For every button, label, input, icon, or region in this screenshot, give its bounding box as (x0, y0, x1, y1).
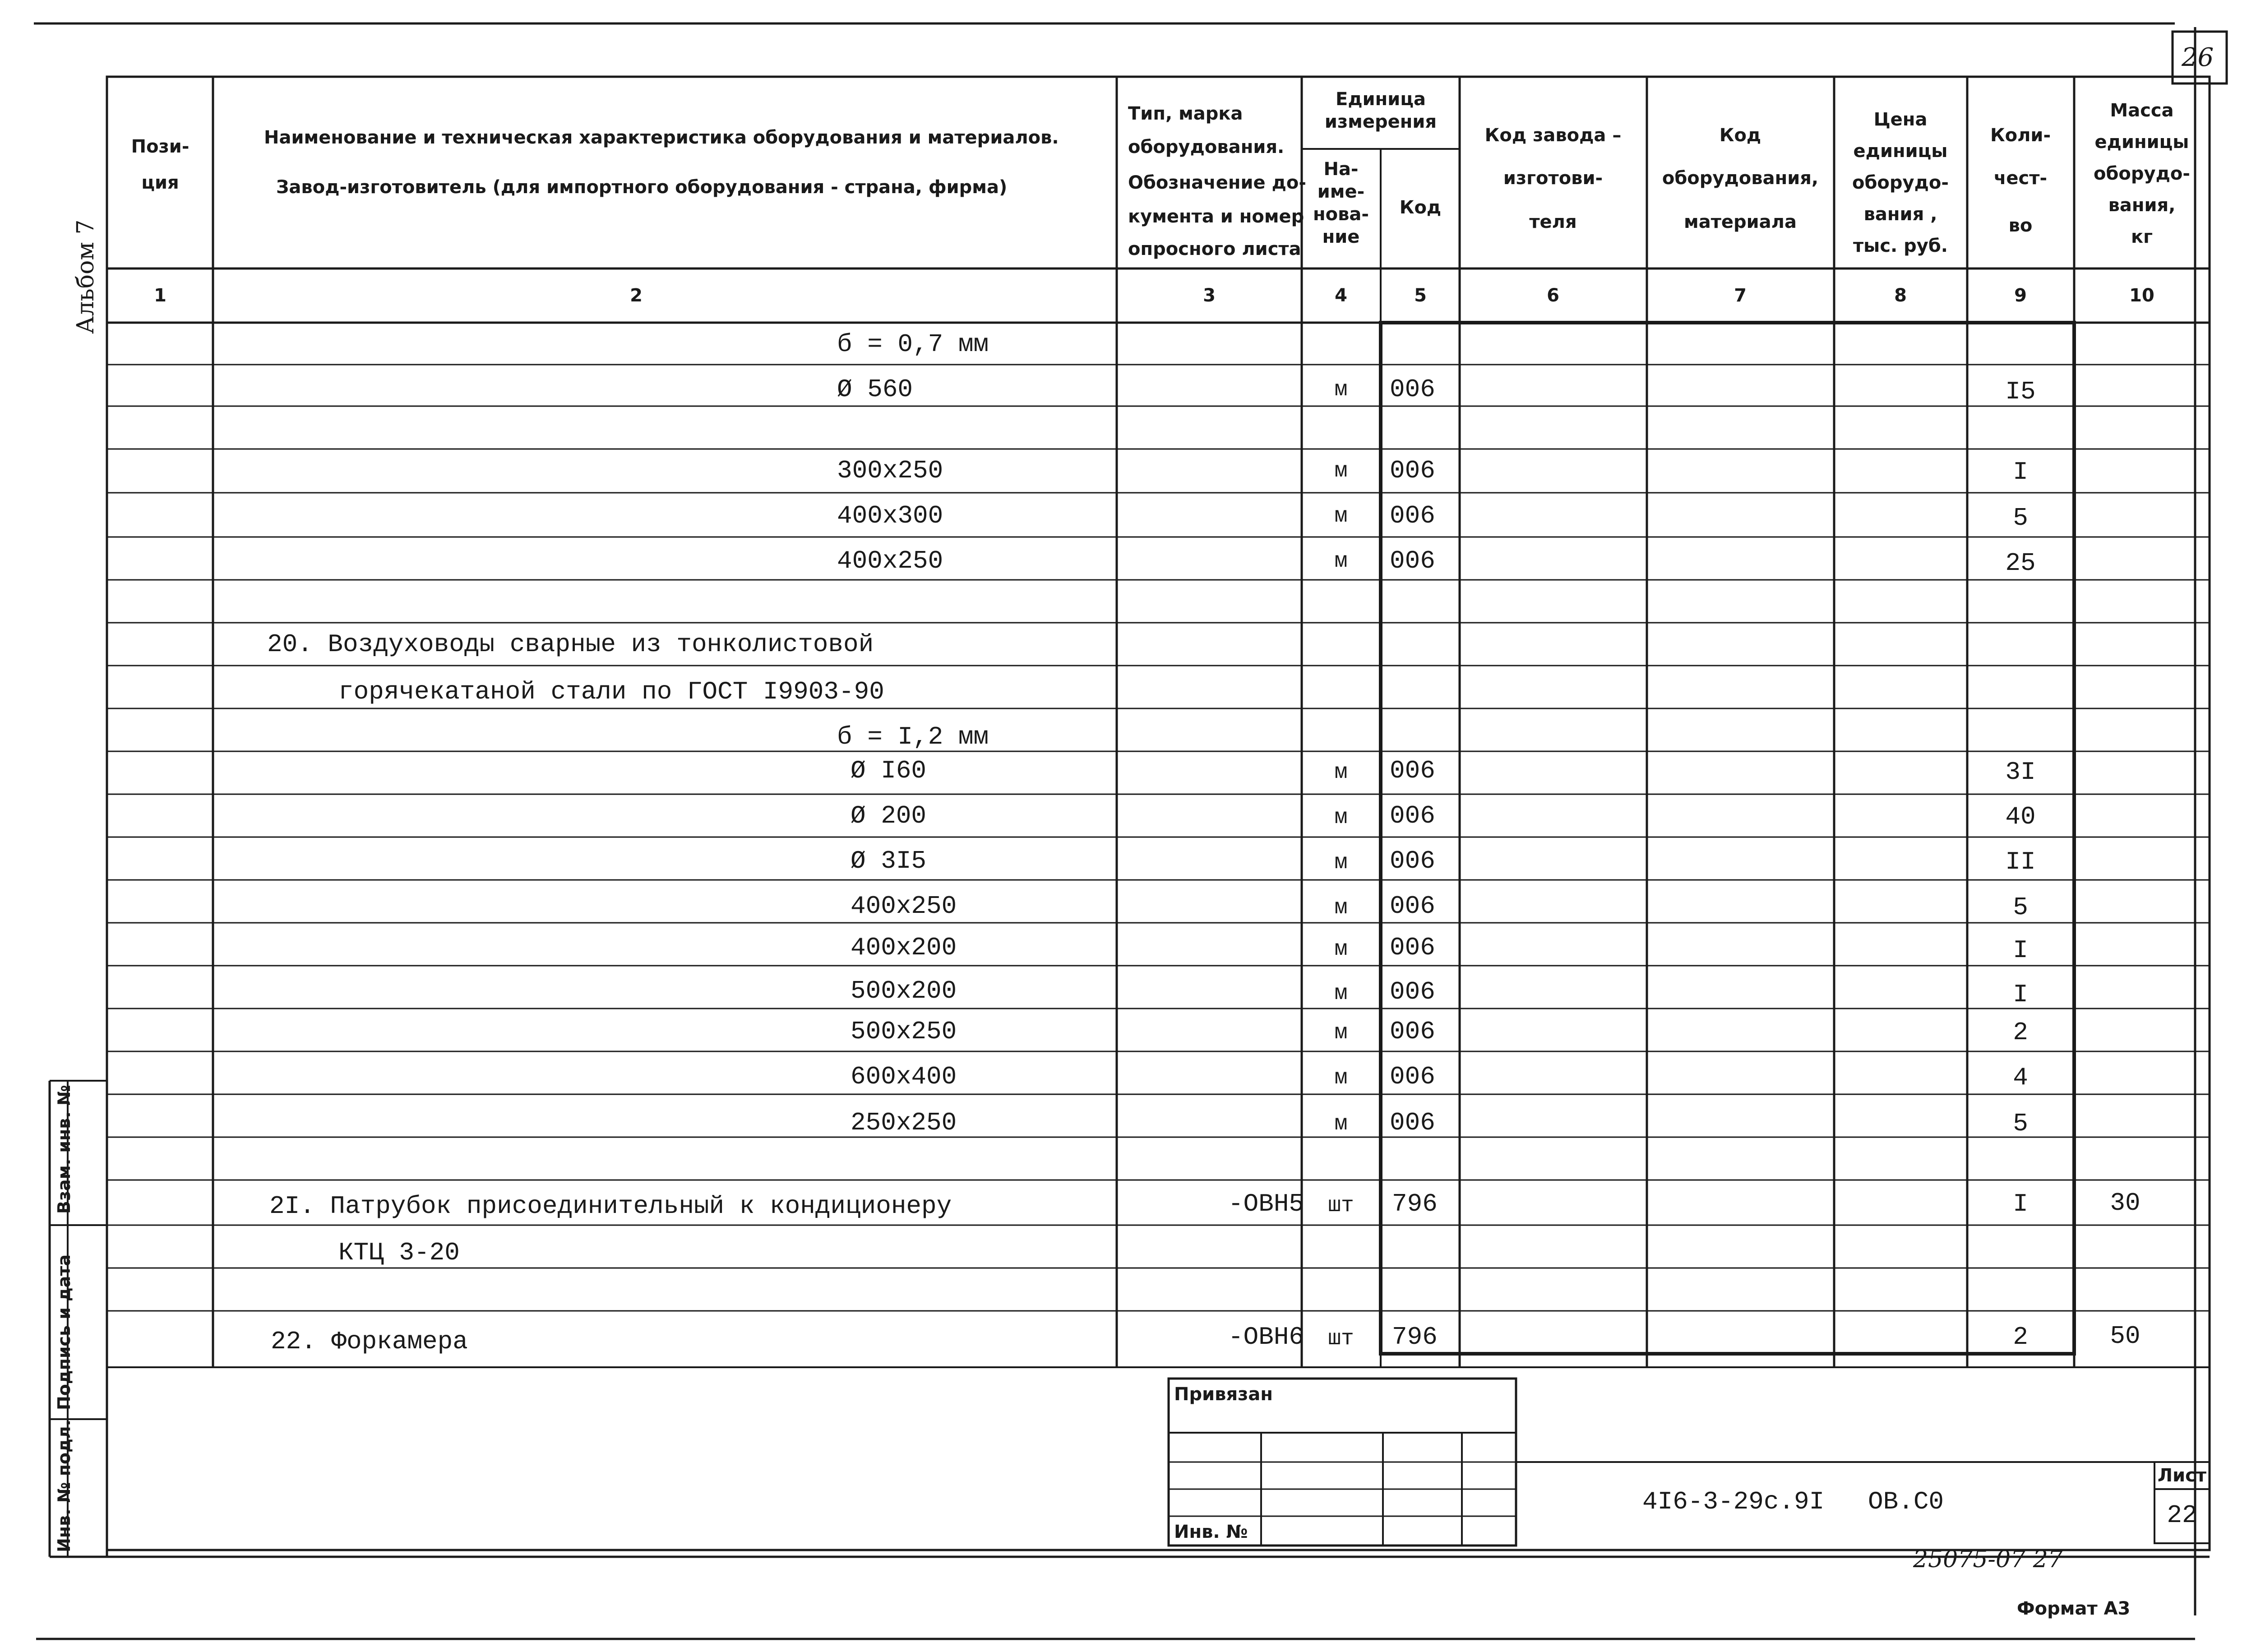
unit-code: 006 (1390, 1017, 1435, 1046)
item-name: б = 0,7 мм (837, 330, 989, 359)
unit-name: м (1334, 504, 1348, 528)
header-col6-line1: Код завода – (1484, 125, 1622, 146)
header-unit-line1: Единица (1336, 89, 1426, 110)
header-col10-line2: единицы (2094, 132, 2189, 153)
unit-name: м (1334, 896, 1348, 920)
unit-name: м (1334, 1021, 1348, 1045)
header-col4-line3: нова- (1313, 204, 1369, 225)
sheet-label: Лист (2157, 1465, 2207, 1486)
format-label: Формат А3 (2017, 1598, 2131, 1619)
header-col1-line2: ция (141, 172, 179, 193)
type-code: -ОВН5 (1228, 1189, 1304, 1218)
quantity: I (2013, 980, 2028, 1009)
unit-mass: 30 (2110, 1189, 2140, 1217)
stamp-inv-label: Инв. № (1174, 1522, 1248, 1542)
header-col4-line4: ние (1322, 227, 1360, 247)
item-name: 400x250 (851, 892, 957, 921)
unit-name: шт (1328, 1327, 1354, 1351)
item-name: Ø 3I5 (851, 847, 927, 875)
unit-code: 006 (1390, 501, 1435, 530)
unit-name: шт (1328, 1194, 1354, 1218)
unit-name: м (1334, 549, 1348, 574)
unit-code: 006 (1390, 977, 1435, 1006)
header-col2-line1: Наименование и техническая характеристика оборудования и материалов. (264, 127, 1059, 148)
header-col9-line1: Коли- (1990, 125, 2051, 146)
header-col3-line3: Обозначение до- (1128, 172, 1306, 193)
quantity: 25 (2005, 549, 2036, 578)
header-col7-line1: Код (1719, 125, 1761, 146)
unit-code: 006 (1390, 801, 1435, 830)
header-col3-line5: опросного листа (1128, 239, 1301, 259)
header-col8-line1: Цена (1873, 109, 1928, 130)
unit-code: 796 (1392, 1323, 1438, 1351)
quantity: I5 (2005, 377, 2036, 406)
quantity: 5 (2013, 1109, 2028, 1138)
item-name: КТЦ 3-20 (338, 1238, 460, 1267)
side-stamp-signature-date: Подпись и дата (54, 1254, 74, 1410)
item-name: 20. Воздуховоды сварные из тонколистовой (267, 630, 874, 659)
item-name: 500x200 (851, 976, 957, 1005)
quantity: I (2013, 936, 2028, 965)
side-stamp-replaced-inv: Взам. инв. № (54, 1085, 74, 1214)
unit-code: 006 (1390, 1108, 1435, 1137)
unit-name: м (1334, 937, 1348, 962)
column-number: 6 (1547, 285, 1559, 306)
quantity: 40 (2005, 802, 2036, 831)
type-code: -ОВН6 (1228, 1323, 1304, 1351)
header-col8-line4: вания , (1863, 204, 1937, 225)
column-number: 4 (1335, 285, 1347, 306)
item-name: Ø 200 (851, 801, 927, 830)
quantity: II (2005, 847, 2036, 876)
item-name: 600x400 (851, 1062, 957, 1091)
quantity: 4 (2013, 1063, 2028, 1092)
unit-code: 006 (1390, 375, 1435, 404)
unit-code: 006 (1390, 456, 1435, 485)
header-col7-line2: оборудования, (1662, 168, 1819, 189)
quantity: 2 (2013, 1018, 2028, 1047)
quantity: 2 (2013, 1323, 2028, 1351)
item-name: б = I,2 мм (837, 722, 989, 751)
header-unit-line2: измерения (1324, 111, 1437, 132)
item-name: 300x250 (837, 456, 943, 485)
quantity: I (2013, 458, 2028, 486)
doc-code: 4I6-3-29с.9I (1642, 1487, 1825, 1516)
unit-name: м (1334, 760, 1348, 785)
quantity: 5 (2013, 504, 2028, 532)
unit-name: м (1334, 805, 1348, 830)
header-col4-line2: име- (1317, 181, 1365, 202)
header-col8-line3: оборудо- (1852, 172, 1949, 193)
unit-mass: 50 (2110, 1322, 2140, 1351)
unit-code: 006 (1390, 933, 1435, 962)
column-number: 1 (154, 285, 166, 306)
item-name: Ø I60 (851, 756, 927, 785)
unit-code: 006 (1390, 1062, 1435, 1091)
header-col3-line2: оборудования. (1128, 137, 1285, 157)
unit-name: м (1334, 378, 1348, 402)
unit-code: 796 (1392, 1189, 1438, 1218)
unit-name: м (1334, 459, 1348, 483)
column-number: 7 (1734, 285, 1747, 306)
item-name: 400x250 (837, 546, 943, 575)
album-label: Альбом 7 (72, 219, 99, 334)
unit-name: м (1334, 1112, 1348, 1136)
stamp-bound-label: Привязан (1174, 1384, 1273, 1405)
header-col9-line2: чест- (1993, 168, 2048, 189)
unit-name: м (1334, 1066, 1348, 1090)
column-number: 5 (1414, 285, 1427, 306)
header-col10-line4: вания, (2108, 195, 2176, 216)
unit-code: 006 (1390, 546, 1435, 575)
header-col10-line3: оборудо- (2094, 163, 2190, 184)
column-number: 9 (2014, 285, 2027, 306)
header-col1-line1: Пози- (131, 136, 190, 157)
header-col6-line2: изготови- (1503, 168, 1603, 189)
page-number-top: 26 (2182, 43, 2214, 72)
quantity: I (2013, 1189, 2028, 1218)
handwritten-number: 25075-07 27 (1913, 1546, 2063, 1573)
sheet-number: 22 (2167, 1501, 2197, 1530)
unit-name: м (1334, 981, 1348, 1006)
item-name: горячекатаной стали по ГОСТ I9903-90 (338, 677, 884, 706)
header-col8-line5: тыс. руб. (1853, 236, 1948, 256)
header-col9-line3: во (2008, 215, 2033, 236)
quantity: 3I (2005, 758, 2036, 787)
doc-mark: ОВ.С0 (1868, 1487, 1944, 1516)
item-name: 400x300 (837, 501, 943, 530)
unit-code: 006 (1390, 847, 1435, 875)
item-name: 2I. Патрубок присоединительный к кондиционеру (269, 1192, 952, 1221)
unit-code: 006 (1390, 756, 1435, 785)
header-col3-line1: Тип, марка (1128, 103, 1243, 124)
side-stamp-orig-inv: Инв. № подл. (54, 1419, 74, 1552)
column-number: 2 (630, 285, 643, 306)
header-col6-line3: теля (1529, 212, 1577, 232)
header-col10-line5: кг (2131, 227, 2153, 247)
column-number: 10 (2129, 285, 2154, 306)
quantity: 5 (2013, 893, 2028, 922)
unit-name: м (1334, 851, 1348, 875)
unit-code: 006 (1390, 892, 1435, 921)
header-col10-line1: Масса (2110, 100, 2174, 121)
item-name: 400x200 (851, 933, 957, 962)
item-name: 22. Форкамера (271, 1327, 468, 1356)
header-col2-line2: Завод-изготовитель (для импортного оборудования - страна, фирма) (276, 177, 1008, 198)
column-number: 8 (1894, 285, 1907, 306)
item-name: Ø 560 (837, 375, 913, 404)
column-number: 3 (1203, 285, 1216, 306)
header-col8-line2: единицы (1853, 141, 1948, 162)
header-col3-line4: кумента и номер (1128, 206, 1304, 227)
item-name: 250x250 (851, 1108, 957, 1137)
header-col5: Код (1399, 197, 1442, 218)
item-name: 500x250 (851, 1017, 957, 1046)
header-col7-line3: материала (1684, 212, 1797, 232)
header-col4-line1: На- (1323, 159, 1359, 180)
